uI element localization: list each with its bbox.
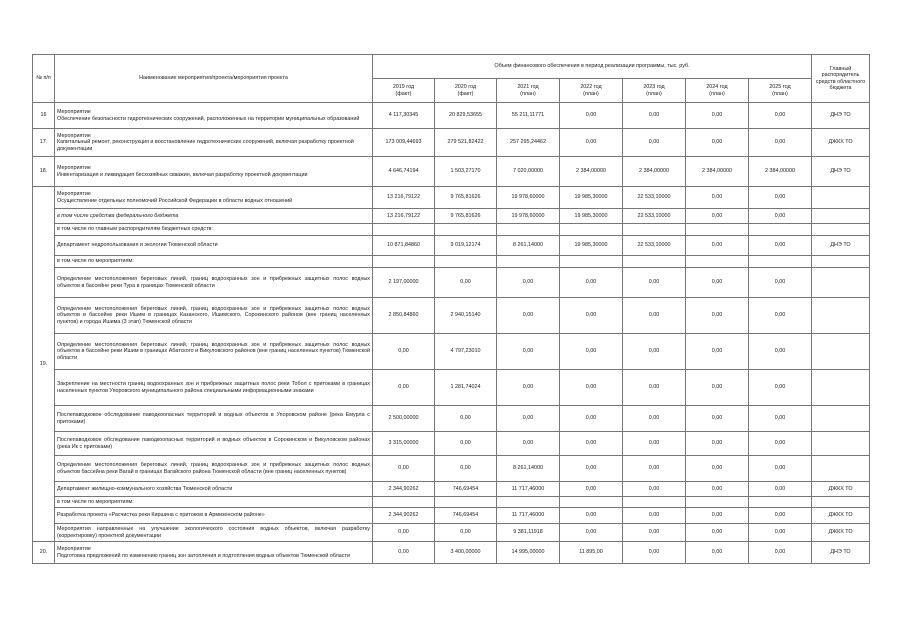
cell-manager (812, 268, 870, 298)
cell-value: 0,00 (497, 432, 560, 456)
year-2022: 2022 год (план) (560, 79, 623, 103)
sub-event: Определение местоположения береговых линий, границ водоохранных зон и прибрежных защитных полос водных объектов в бассейне реки Тура в границах Тюменской области (55, 268, 373, 298)
row-num: 17. (33, 129, 55, 157)
cell-value (497, 224, 560, 236)
sub-event: Мероприятия направленные на улучшение экологического состояния водных объектов, включая разработку (корректировку) проектной документации (55, 524, 373, 542)
cell-value: 279 521,82422 (435, 129, 497, 157)
cell-value: 19 978,60000 (497, 209, 560, 224)
sub-event: Послепаводковое обследование паводкоопасных территорий и водных объектов в Сорокинском и Викуловском районах (река Ик с притоками) (55, 432, 373, 456)
cell-value: 746,69454 (435, 508, 497, 524)
cell-value: 0,00 (749, 187, 812, 209)
row-num: 20. (33, 542, 55, 564)
cell-manager (812, 224, 870, 236)
cell-manager (812, 406, 870, 432)
cell-value (560, 224, 623, 236)
cell-value: 0,00 (560, 129, 623, 157)
row-name: Мероприятие Обеспечение безопасности гидротехнических сооружений, расположенных на территории муниципальных образований (55, 103, 373, 129)
cell-value: 0,00 (749, 370, 812, 406)
cell-value: 9 765,81626 (435, 187, 497, 209)
cell-value (623, 224, 686, 236)
cell-value: 0,00 (686, 508, 749, 524)
cell-value: 0,00 (560, 482, 623, 497)
cell-value: 2 384,00000 (686, 157, 749, 187)
cell-value: 0,00 (749, 236, 812, 256)
cell-value: 2 384,00000 (749, 157, 812, 187)
header-num: № п/п (33, 55, 55, 103)
cell-value: 0,00 (749, 524, 812, 542)
table-row (33, 256, 870, 268)
cell-value: 9 765,81626 (435, 209, 497, 224)
cell-value (435, 497, 497, 508)
cell-value: 0,00 (749, 406, 812, 432)
cell-value: 22 533,10000 (623, 187, 686, 209)
table-row (33, 334, 870, 370)
cell-value (686, 497, 749, 508)
row-num: 16 (33, 103, 55, 129)
cell-manager: ДНЭ ТО (812, 542, 870, 564)
cell-value: 2 384,00000 (560, 157, 623, 187)
cell-manager: ДНЭ ТО (812, 103, 870, 129)
cell-value: 173 009,44693 (373, 129, 435, 157)
cell-value: 0,00 (435, 524, 497, 542)
cell-value: 2 940,15140 (435, 298, 497, 334)
cell-value: 257 295,24462 (497, 129, 560, 157)
cell-manager: ДЖКХ ТО (812, 482, 870, 497)
cell-value: 0,00 (686, 334, 749, 370)
cell-value: 0,00 (373, 334, 435, 370)
cell-value: 0,00 (623, 406, 686, 432)
table-row (33, 129, 870, 157)
sub-event: Разработка проекта «Расчистка реки Киршина с притоком в Армизонском районе» (55, 508, 373, 524)
cell-value: 0,00 (686, 542, 749, 564)
cell-value: 0,00 (749, 542, 812, 564)
cell-value: 0,00 (560, 406, 623, 432)
cell-value: 0,00 (749, 334, 812, 370)
table-row (33, 224, 870, 236)
year-2023: 2023 год (план) (623, 79, 686, 103)
sub-event: Определение местоположения береговых линий, границ водоохранных зон и прибрежных защитных полос водных объектов в бассейне реки Ишим в границах Казанского, Ишимского, Сорокинского районов (вне границ населенных пунктов) и города Ишима (3 этап) Тюменской области (55, 298, 373, 334)
cell-value: 0,00 (623, 268, 686, 298)
cell-value (686, 224, 749, 236)
cell-value: 0,00 (686, 236, 749, 256)
table-row (33, 508, 870, 524)
cell-manager (812, 370, 870, 406)
cell-value: 9 381,11918 (497, 524, 560, 542)
cell-value: 13 216,79122 (373, 187, 435, 209)
year-2019: 2019 год (факт) (373, 79, 435, 103)
row-name: Мероприятие Инвентаризация и ликвидация бесхозяйных скважин, включая разработку проектной документации (55, 157, 373, 187)
cell-value: 0,00 (749, 298, 812, 334)
cell-value: 0,00 (560, 268, 623, 298)
cell-value: 2 500,00000 (373, 406, 435, 432)
table-row (33, 524, 870, 542)
year-2021: 2021 год (план) (497, 79, 560, 103)
cell-value: 20 829,53655 (435, 103, 497, 129)
cell-manager (812, 298, 870, 334)
cell-value: 0,00 (623, 370, 686, 406)
dept-name: Департамент недропользования и экологии Тюменской области (55, 236, 373, 256)
cell-value (373, 497, 435, 508)
row-num: 19. (33, 187, 55, 542)
cell-manager: ДЖКХ ТО (812, 129, 870, 157)
cell-value: 2 344,90262 (373, 508, 435, 524)
cell-value: 0,00 (623, 334, 686, 370)
cell-value: 0,00 (749, 456, 812, 482)
cell-value: 0,00 (497, 268, 560, 298)
cell-value: 19 985,30000 (560, 187, 623, 209)
cell-value (686, 256, 749, 268)
cell-value (497, 497, 560, 508)
cell-value: 0,00 (749, 508, 812, 524)
sub-event: Определение местоположения береговых линий, границ водоохранных зон и прибрежных защитных полос водных объектов в бассейне реки Ишим в границах Абатского и Викуловского районов (вне границ населенных пунктов) Тюменской области (55, 334, 373, 370)
cell-value: 19 985,30000 (560, 209, 623, 224)
row-name: Мероприятие Подготовка предложений по изменению границ зон затопления и подтопления водных объектов Тюменской области (55, 542, 373, 564)
cell-value: 0,00 (560, 432, 623, 456)
cell-value (623, 497, 686, 508)
cell-value: 0,00 (686, 129, 749, 157)
cell-value (560, 497, 623, 508)
cell-value: 0,00 (686, 432, 749, 456)
by-event-label: в том числе по мероприятиям: (55, 256, 373, 268)
table-row (33, 482, 870, 497)
cell-manager (812, 209, 870, 224)
cell-value: 0,00 (435, 406, 497, 432)
table-row (33, 157, 870, 187)
cell-value: 8 261,14000 (497, 456, 560, 482)
year-2025: 2025 год (план) (749, 79, 812, 103)
by-event-label: в том числе по мероприятиям: (55, 497, 373, 508)
cell-value: 0,00 (623, 129, 686, 157)
cell-value: 0,00 (623, 103, 686, 129)
cell-value: 0,00 (686, 406, 749, 432)
table-row (33, 298, 870, 334)
cell-value: 0,00 (373, 524, 435, 542)
cell-manager (812, 432, 870, 456)
cell-value (373, 256, 435, 268)
cell-value: 4 646,74194 (373, 157, 435, 187)
cell-value: 0,00 (497, 406, 560, 432)
cell-value: 22 533,10000 (623, 209, 686, 224)
sub-event: Закрепление на местности границ водоохранных зон и прибрежных защитных полос реки Тобол с притоками в границах населенных пунктов Упоровского муниципального района специальными информационными знаками (55, 370, 373, 406)
cell-value: 4 797,23010 (435, 334, 497, 370)
cell-value: 0,00 (623, 508, 686, 524)
fed-budget-label: в том числе средства федерального бюджета (55, 209, 373, 224)
year-2020: 2020 год (факт) (435, 79, 497, 103)
cell-value: 0,00 (749, 268, 812, 298)
cell-value: 0,00 (373, 542, 435, 564)
cell-manager: ДНЭ ТО (812, 157, 870, 187)
cell-value: 0,00 (686, 103, 749, 129)
cell-manager: ДНЭ ТО (812, 236, 870, 256)
cell-value (435, 256, 497, 268)
cell-value (373, 224, 435, 236)
cell-value: 19 978,60000 (497, 187, 560, 209)
sub-event: Определение местоположения береговых линий, границ водоохранных зон и прибрежных защитных полос водных объектов бассейна реки Вагай в границах Вагайского района Тюменской области (вне границ населенных пунктов) (55, 456, 373, 482)
cell-manager (812, 497, 870, 508)
cell-value: 2 197,00000 (373, 268, 435, 298)
cell-value: 0,00 (686, 370, 749, 406)
table-row (33, 209, 870, 224)
cell-manager (812, 456, 870, 482)
cell-value: 11 717,46000 (497, 482, 560, 497)
row-name: Мероприятие Осуществление отдельных полномочий Российской Федерации в области водных отношений (55, 187, 373, 209)
cell-value: 0,00 (686, 524, 749, 542)
row-name: Мероприятие Капитальный ремонт, реконструкция и восстановление гидротехнических сооружений, включая разработку проектной документации (55, 129, 373, 157)
cell-value: 0,00 (623, 298, 686, 334)
cell-manager: ДЖКХ ТО (812, 524, 870, 542)
cell-value (497, 256, 560, 268)
cell-value: 0,00 (623, 542, 686, 564)
cell-value: 0,00 (497, 298, 560, 334)
cell-value (749, 224, 812, 236)
row-num: 18. (33, 157, 55, 187)
cell-value: 2 344,90262 (373, 482, 435, 497)
cell-value: 11 717,46000 (497, 508, 560, 524)
table-row (33, 268, 870, 298)
cell-value: 0,00 (560, 370, 623, 406)
cell-value: 7 020,00000 (497, 157, 560, 187)
cell-value: 0,00 (435, 268, 497, 298)
by-manager-label: в том числе по главным распорядителям бюджетных средств: (55, 224, 373, 236)
cell-value (435, 224, 497, 236)
cell-value: 22 533,10000 (623, 236, 686, 256)
cell-value: 746,69454 (435, 482, 497, 497)
cell-value: 0,00 (373, 456, 435, 482)
table-row (33, 456, 870, 482)
cell-value: 0,00 (623, 432, 686, 456)
cell-value: 0,00 (560, 456, 623, 482)
cell-value: 19 985,30000 (560, 236, 623, 256)
cell-value: 0,00 (435, 456, 497, 482)
cell-value: 0,00 (686, 456, 749, 482)
cell-value: 4 117,30345 (373, 103, 435, 129)
cell-manager (812, 256, 870, 268)
cell-value: 1 503,27170 (435, 157, 497, 187)
cell-manager (812, 187, 870, 209)
cell-value: 0,00 (686, 298, 749, 334)
header-name: Наименование мероприятия/проекта/мероприятия проекта (55, 55, 373, 103)
cell-value: 0,00 (373, 370, 435, 406)
table-row (33, 236, 870, 256)
cell-value: 0,00 (686, 268, 749, 298)
cell-value: 0,00 (686, 482, 749, 497)
cell-value: 0,00 (497, 370, 560, 406)
cell-manager (812, 334, 870, 370)
dept-name: Департамент жилищно-коммунального хозяйства Тюменской области (55, 482, 373, 497)
cell-manager: ДЖКХ ТО (812, 508, 870, 524)
cell-value: 0,00 (623, 482, 686, 497)
cell-value: 0,00 (560, 103, 623, 129)
table-row (33, 187, 870, 209)
cell-value: 0,00 (560, 298, 623, 334)
cell-value: 2 384,00000 (623, 157, 686, 187)
cell-value: 0,00 (749, 432, 812, 456)
table-row (33, 542, 870, 564)
year-2024: 2024 год (план) (686, 79, 749, 103)
cell-value: 0,00 (560, 524, 623, 542)
cell-value: 9 019,12174 (435, 236, 497, 256)
cell-value: 14 995,00000 (497, 542, 560, 564)
cell-value: 1 281,74024 (435, 370, 497, 406)
cell-value: 3 315,00000 (373, 432, 435, 456)
cell-value: 3 400,00000 (435, 542, 497, 564)
header-manager: Главный распорядитель средств областного бюджета (812, 55, 870, 103)
cell-value (749, 256, 812, 268)
sub-event: Послепаводковое обследование паводкоопасных территорий и водных объектов в Упоровском районе (река Емурла с притоками) (55, 406, 373, 432)
cell-value: 2 850,84860 (373, 298, 435, 334)
cell-value: 0,00 (749, 129, 812, 157)
header-funding: Объем финансового обеспечения в период реализации программы, тыс. руб. (373, 55, 812, 79)
table-row (33, 103, 870, 129)
cell-value: 0,00 (435, 432, 497, 456)
cell-value: 0,00 (560, 334, 623, 370)
cell-value: 13 216,79122 (373, 209, 435, 224)
cell-value: 0,00 (623, 456, 686, 482)
cell-value: 0,00 (560, 508, 623, 524)
table-row (33, 432, 870, 456)
cell-value: 0,00 (686, 187, 749, 209)
cell-value: 11 895,00 (560, 542, 623, 564)
program-table (32, 54, 870, 564)
cell-value (623, 256, 686, 268)
cell-value (560, 256, 623, 268)
cell-value: 0,00 (623, 524, 686, 542)
cell-value: 0,00 (749, 209, 812, 224)
cell-value: 0,00 (749, 482, 812, 497)
table-row (33, 497, 870, 508)
table-row (33, 406, 870, 432)
cell-value: 0,00 (749, 103, 812, 129)
cell-value: 55 211,11771 (497, 103, 560, 129)
cell-value: 0,00 (497, 334, 560, 370)
cell-value: 0,00 (686, 209, 749, 224)
cell-value: 10 871,84860 (373, 236, 435, 256)
cell-value: 8 261,14000 (497, 236, 560, 256)
cell-value (749, 497, 812, 508)
table-row (33, 370, 870, 406)
